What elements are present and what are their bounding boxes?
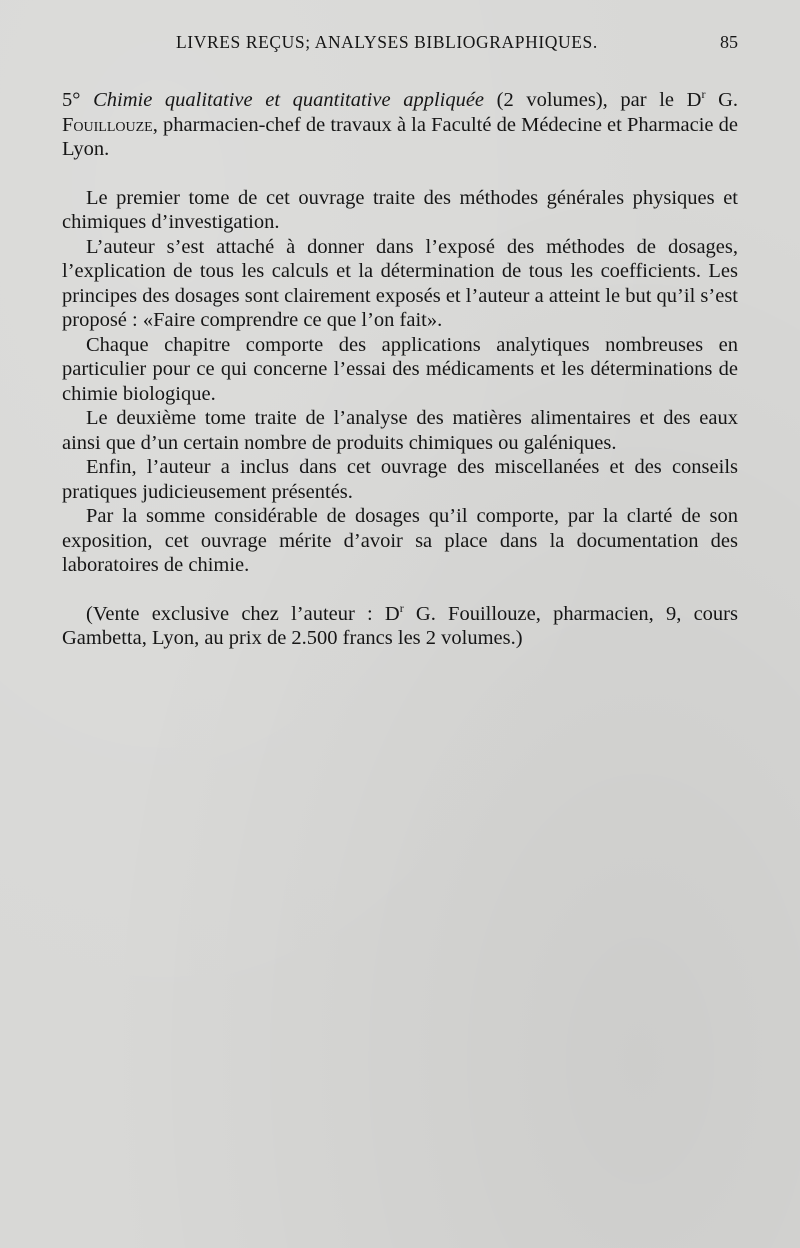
sale-note-after: G. Fouillouze, pharmacien, 9, cours Gambetta, Lyon, au prix de 2.500 francs les 2 volumes.) bbox=[62, 602, 738, 649]
doctor-abbrev-sup: r bbox=[701, 87, 706, 102]
page-number: 85 bbox=[720, 32, 738, 52]
sale-note-sup: r bbox=[399, 600, 404, 615]
review-paragraph: L’auteur s’est attaché à donner dans l’exposé des méthodes de dosages, l’explication de tous les calculs et la détermination de tous les coefficients. Les principes des dosages sont clairement exposés et l’auteur a atteint le but qu’il s’est proposé : «Faire comprendre ce que l’on fait». bbox=[62, 235, 738, 331]
sale-note bbox=[62, 602, 738, 651]
running-head bbox=[0, 32, 800, 58]
review-paragraph: Par la somme considérable de dosages qu’il comporte, par la clarté de son exposition, cet ouvrage mérite d’avoir sa place dans la documentation des laboratoires de chimie. bbox=[62, 505, 738, 576]
review-paragraph: Enfin, l’auteur a inclus dans cet ouvrage des miscellanées et des conseils pratiques judicieusement présentés. bbox=[62, 456, 738, 503]
body-text bbox=[62, 88, 738, 651]
author-affiliation: , pharmacien-chef de travaux à la Faculté de Médecine et Pharmacie de Lyon. bbox=[62, 113, 738, 160]
review-paragraph: Le deuxième tome traite de l’analyse des matières alimentaires et des eaux ainsi que d’un certain nombre de produits chimiques ou galéniques. bbox=[62, 407, 738, 454]
sale-note-before: (Vente exclusive chez l’auteur : D bbox=[86, 602, 400, 625]
author-name: Fouillouze bbox=[62, 113, 153, 136]
book-title: Chimie qualitative et quantitative appliquée bbox=[93, 89, 485, 111]
running-title: LIVRES REÇUS; ANALYSES BIBLIOGRAPHIQUES. bbox=[176, 32, 598, 52]
entry-number: 5° bbox=[62, 89, 81, 111]
book-entry bbox=[62, 88, 738, 162]
review-paragraph: Chaque chapitre comporte des applications analytiques nombreuses en particulier pour ce qui concerne l’essai des médicaments et les déterminations de chimie biologique. bbox=[62, 333, 738, 405]
author-initial: G. bbox=[718, 89, 738, 111]
entry-volumes: (2 volumes), par le D bbox=[496, 89, 702, 111]
review-paragraph: Le premier tome de cet ouvrage traite des méthodes générales physiques et chimiques d’investigation. bbox=[62, 186, 738, 233]
